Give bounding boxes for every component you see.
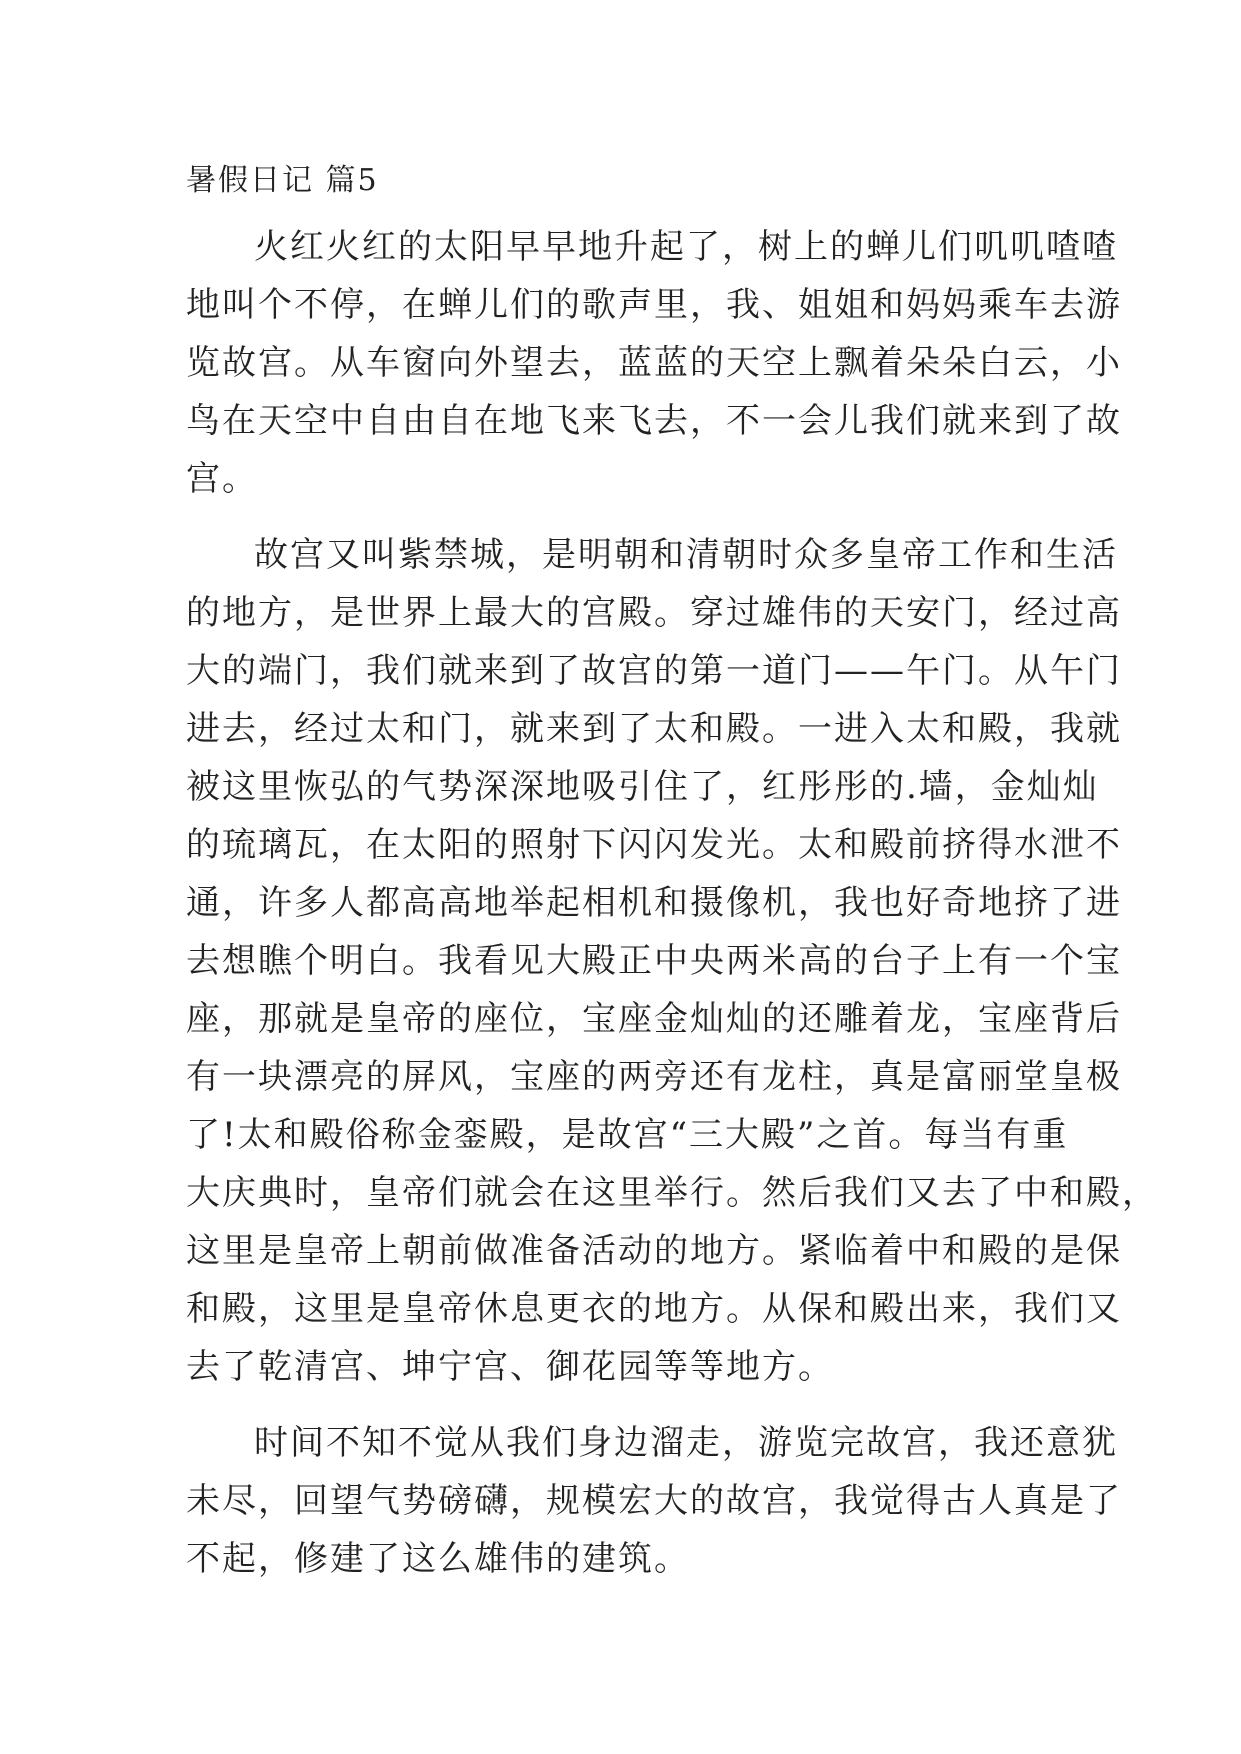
text-line: 通，许多人都高高地举起相机和摄像机，我也好奇地挤了进: [186, 883, 1122, 923]
text-line: 有一块漂亮的屏风，宝座的两旁还有龙柱，真是富丽堂皇极: [186, 1057, 1122, 1097]
text-line: 这里是皇帝上朝前做准备活动的地方。紧临着中和殿的是保: [186, 1231, 1122, 1271]
text-line: 了!太和殿俗称金銮殿，是故宫“三大殿”之首。每当有重: [186, 1115, 1069, 1155]
text-line: 座，那就是皇帝的座位，宝座金灿灿的还雕着龙，宝座背后: [186, 999, 1122, 1039]
paragraph-3: [186, 1414, 1122, 1588]
text-line: 被这里恢弘的气势深深地吸引住了，红彤彤的.墙，金灿灿: [186, 767, 1099, 807]
text-line: 进去，经过太和门，就来到了太和殿。一进入太和殿，我就: [186, 709, 1122, 749]
text-line: 时间不知不觉从我们身边溜走，游览完故宫，我还意犹: [254, 1423, 1118, 1463]
text-line: 大的端门，我们就来到了故宫的第一道门——午门。从午门: [186, 651, 1122, 691]
paragraph-spacer: [186, 1396, 1054, 1414]
paragraph-spacer: [186, 508, 1054, 526]
text-line: 览故宫。从车窗向外望去，蓝蓝的天空上飘着朵朵白云，小: [186, 343, 1122, 383]
document-title: 暑假日记 篇5: [186, 163, 379, 198]
text-line: 火红火红的太阳早早地升起了，树上的蝉儿们叽叽喳喳: [254, 227, 1118, 267]
text-line: 地叫个不停，在蝉儿们的歌声里，我、姐姐和妈妈乘车去游: [186, 285, 1122, 325]
document-body: [186, 158, 1158, 1588]
text-line: 的地方，是世界上最大的宫殿。穿过雄伟的天安门，经过高: [186, 593, 1122, 633]
text-line: 大庆典时，皇帝们就会在这里举行。然后我们又去了中和殿，: [186, 1173, 1158, 1213]
text-line: 鸟在天空中自由自在地飞来飞去，不一会儿我们就来到了故: [186, 401, 1122, 441]
text-line: 去了乾清宫、坤宁宫、御花园等等地方。: [186, 1347, 834, 1387]
paragraph-2: [186, 526, 1158, 1396]
text-line: 未尽，回望气势磅礴，规模宏大的故宫，我觉得古人真是了: [186, 1481, 1122, 1521]
text-line: 去想瞧个明白。我看见大殿正中央两米高的台子上有一个宝: [186, 941, 1122, 981]
text-line: 故宫又叫紫禁城，是明朝和清朝时众多皇帝工作和生活: [254, 535, 1118, 575]
text-line: 和殿，这里是皇帝休息更衣的地方。从保和殿出来，我们又: [186, 1289, 1122, 1329]
text-line: 的琉璃瓦，在太阳的照射下闪闪发光。太和殿前挤得水泄不: [186, 825, 1122, 865]
paragraph-1: [186, 218, 1122, 508]
text-line: 宫。: [186, 459, 258, 499]
text-line: 不起，修建了这么雄伟的建筑。: [186, 1539, 690, 1579]
